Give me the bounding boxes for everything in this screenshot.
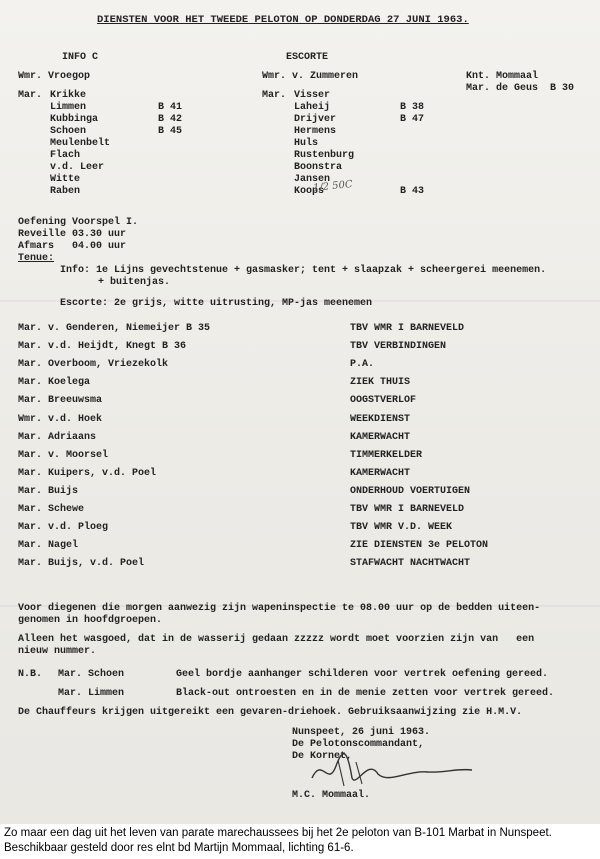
duty-person: Mar. Schewe — [18, 504, 85, 515]
duty-person: Wmr. v.d. Hoek — [18, 413, 103, 425]
exercise-escorte-line: Escorte: 2e grijs, witte uitrusting, MP-jas meenemen — [60, 298, 373, 309]
escorte-member-name: Drijver — [294, 114, 337, 125]
info-c-member-code: B 41 — [158, 102, 183, 113]
info-c-member-name: Schoen — [50, 126, 87, 137]
duty-assignment: KAMERWACHT — [350, 431, 411, 443]
note-was-line-1: Alleen het wasgoed, dat in de wasserij gedaan zzzzz wordt moet voorzien zijn van een — [18, 634, 535, 645]
escorte-member-name: Hermens — [294, 126, 337, 137]
duty-person: Mar. v.d. Ploeg — [18, 522, 109, 534]
duty-person: Mar. v. Moorsel — [18, 449, 109, 461]
info-c-leader: Wmr. Vroegop — [18, 71, 91, 82]
duty-assignment: ONDERHOUD VOERTUIGEN — [350, 485, 471, 497]
command-line-1: Knt. Mommaal — [466, 71, 539, 82]
escorte-member-name: Koops — [294, 186, 325, 197]
duty-assignment: TIMMERKELDER — [350, 449, 423, 461]
escorte-member-name: Laheij — [294, 102, 331, 113]
info-c-member-name: Flach — [50, 150, 81, 161]
escorte-member-code: B 38 — [400, 102, 425, 113]
duty-assignment: OOGSTVERLOF — [350, 395, 417, 407]
escorte-leader: Wmr. v. Zummeren — [262, 71, 359, 82]
exercise-info-line-2: + buitenjas. — [98, 277, 171, 288]
image-caption: Zo maar een dag uit het leven van parate marechaussees bij het 2e peloton van B-101 Marbat in Nunspeet. Beschikbaar gesteld door res elnt bd Martijn Mommaal, lichting 61-6. — [4, 827, 552, 854]
escorte-member-name: Huls — [294, 138, 319, 149]
nb1-text: Geel bordje aanhanger schilderen voor vertrek oefening gereed. — [176, 669, 549, 680]
document-title: DIENSTEN VOOR HET TWEEDE PELOTON OP DONDERDAG 27 JUNI 1963. — [97, 14, 469, 26]
duty-person: Mar. v. Genderen, Niemeijer B 35 — [18, 323, 211, 334]
exercise-reveille: Reveille 03.30 uur — [18, 229, 127, 240]
duty-assignment: TBV WMR V.D. WEEK — [350, 522, 453, 534]
exercise-afmars: Afmars 04.00 uur — [18, 241, 127, 252]
duty-person: Mar. Buijs — [18, 485, 79, 497]
duty-person: Mar. Kuipers, v.d. Poel — [18, 467, 157, 479]
nb1-name: Mar. Schoen — [58, 669, 125, 680]
handwritten-signature — [308, 748, 478, 792]
duty-assignment: TBV VERBINDINGEN — [350, 341, 447, 353]
info-c-member-code: B 45 — [158, 126, 183, 137]
duty-person: Mar. v.d. Heijdt, Knegt B 36 — [18, 341, 187, 353]
info-c-member-name: Kubbinga — [50, 114, 99, 125]
signoff-role-1: De Pelotonscommandant, — [292, 739, 425, 750]
duty-assignment: TBV WMR I BARNEVELD — [350, 504, 465, 515]
note-was-line-2: nieuw nummer. — [18, 646, 97, 657]
info-c-member-name: Witte — [50, 174, 81, 185]
duty-assignment: WEEKDIENST — [350, 413, 411, 425]
nb2-name: Mar. Limmen — [58, 688, 125, 699]
info-c-mar-label: Mar. — [18, 90, 43, 101]
duty-person: Mar. Nagel — [18, 540, 79, 552]
info-c-member-name: Limmen — [50, 102, 87, 113]
duty-person: Mar. Koelega — [18, 377, 91, 389]
signoff-role-2: De Kornet, — [292, 751, 353, 762]
escorte-member-code: B 47 — [400, 114, 425, 125]
exercise-tenue: Tenue: — [18, 253, 55, 264]
duty-assignment: STAFWACHT NACHTWACHT — [350, 558, 471, 570]
escorte-member-code: B 43 — [400, 186, 425, 197]
escorte-member-name: Visser — [294, 90, 331, 101]
duty-assignment: ZIE DIENSTEN 3e PELOTON — [350, 540, 489, 552]
signoff-name: M.C. Mommaal. — [292, 790, 371, 801]
duty-assignment: ZIEK THUIS — [350, 377, 411, 389]
exercise-info-line-1: Info: 1e Lijns gevechtstenue + gasmasker; tent + slaapzak + scheergerei meenemen. — [60, 265, 547, 276]
duty-person: Mar. Buijs, v.d. Poel — [18, 558, 145, 570]
nb-label: N.B. — [18, 669, 43, 680]
escorte-member-name: Rustenburg — [294, 150, 355, 161]
command-line-2: Mar. de Geus B 30 — [466, 83, 575, 94]
info-c-member-code: B 42 — [158, 114, 183, 125]
escorte-mar-label: Mar. — [262, 90, 287, 101]
handwritten-annotation: 1/2 50C — [312, 178, 354, 195]
info-c-member-name: Meulenbelt — [50, 138, 111, 149]
info-c-heading: INFO C — [62, 52, 99, 63]
exercise-title: Oefening Voorspel I. — [18, 217, 139, 228]
note-wapen-line-1: Voor diegenen die morgen aanwezig zijn wapeninspectie te 08.00 uur op de bedden uiteen- — [18, 603, 541, 614]
duty-assignment: TBV WMR I BARNEVELD — [350, 323, 465, 334]
nb2-text: Black-out ontroesten en in de menie zetten voor vertrek gereed. — [176, 688, 555, 699]
info-c-member-name: Raben — [50, 186, 81, 197]
duty-person: Mar. Overboom, Vriezekolk — [18, 359, 169, 371]
info-c-member-name: Krikke — [50, 90, 87, 101]
escorte-member-name: Boonstra — [294, 162, 343, 173]
escorte-heading: ESCORTE — [286, 52, 329, 63]
signoff-place-date: Nunspeet, 26 juni 1963. — [292, 727, 431, 738]
escorte-member-name: Jansen — [294, 174, 331, 185]
duty-person: Mar. Breeuwsma — [18, 395, 103, 407]
note-chauffeurs: De Chauffeurs krijgen uitgereikt een gevaren-driehoek. Gebruiksaanwijzing zie H.M.V. — [18, 707, 523, 718]
duty-assignment: P.A. — [350, 359, 375, 371]
duty-person: Mar. Adriaans — [18, 431, 97, 443]
info-c-member-name: v.d. Leer — [50, 162, 105, 173]
duty-assignment: KAMERWACHT — [350, 467, 411, 479]
note-wapen-line-2: genomen in hoofdgroepen. — [18, 615, 163, 626]
